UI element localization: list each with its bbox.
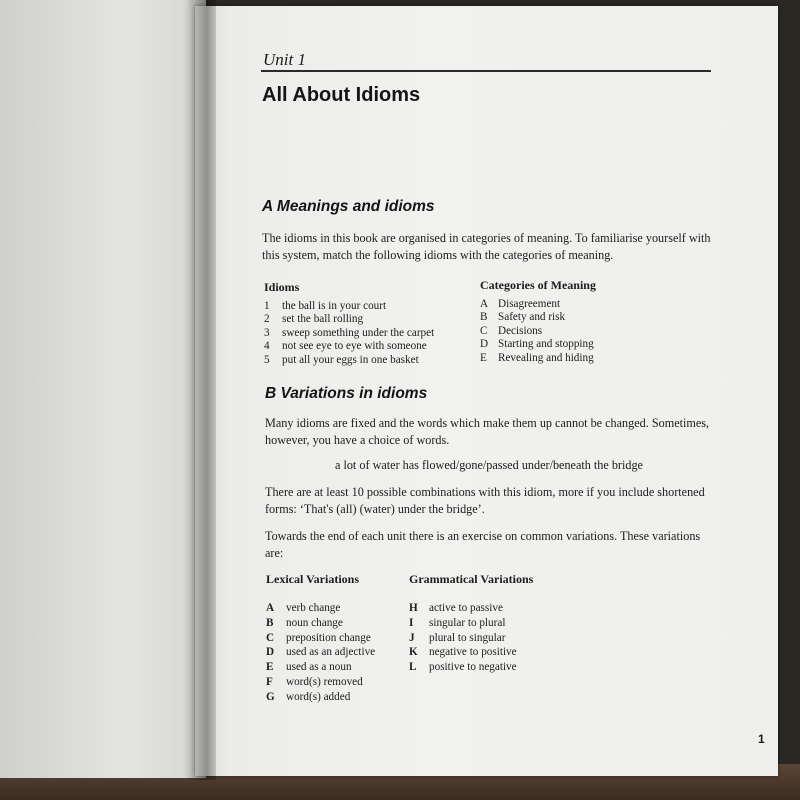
list-item: H active to passive <box>409 602 503 614</box>
list-item: F word(s) removed <box>266 675 363 688</box>
idioms-list <box>264 300 434 367</box>
book-page <box>195 6 778 776</box>
page-number: 1 <box>758 732 765 746</box>
list-item: E used as a noun <box>266 661 352 674</box>
categories-list <box>480 298 594 365</box>
unit-label: Unit 1 <box>263 50 306 69</box>
section-b-para3: Towards the end of each unit there is an exercise on common variations. These variations are: <box>265 529 701 560</box>
idioms-heading: Idioms <box>264 280 300 294</box>
example-idiom: a lot of water has flowed/gone/passed under/beneath the bridge <box>335 458 643 472</box>
list-item: L positive to negative <box>409 661 517 674</box>
list-item: 5 put all your eggs in one basket <box>264 353 419 366</box>
list-item: B Safety and risk <box>480 311 566 324</box>
list-item: D used as an adjective <box>266 646 376 659</box>
list-item: K negative to positive <box>409 646 517 659</box>
page-title: All About Idioms <box>262 84 421 106</box>
lexical-heading: Lexical Variations <box>266 572 360 586</box>
categories-heading: Categories of Meaning <box>480 278 596 292</box>
list-item: I singular to plural <box>409 616 506 629</box>
list-item: J plural to singular <box>409 631 506 644</box>
list-item: 3 sweep something under the carpet <box>264 326 435 339</box>
section-b-heading: B Variations in idioms <box>265 385 428 402</box>
list-item: D Starting and stopping <box>480 338 594 351</box>
left-page <box>0 0 206 778</box>
list-item: B noun change <box>266 616 343 629</box>
list-item: 4 not see eye to eye with someone <box>264 340 427 353</box>
section-a-intro: The idioms in this book are organised in categories of meaning. To familiarise yourself with this system, match the following idioms with the categories of meaning. <box>262 231 711 262</box>
lexical-list <box>266 601 375 705</box>
section-a-heading: A Meanings and idioms <box>262 198 435 215</box>
list-item: C preposition change <box>266 631 371 644</box>
section-b-para1: Many idioms are fixed and the words which make them up cannot be changed. Sometimes, however, you have a choice of words. <box>265 416 710 447</box>
grammatical-heading: Grammatical Variations <box>409 572 534 586</box>
list-item: 1 the ball is in your court <box>264 300 387 312</box>
list-item: C Decisions <box>480 324 543 337</box>
grammatical-list <box>409 601 517 675</box>
list-item: A Disagreement <box>480 298 561 310</box>
list-item: 2 set the ball rolling <box>264 313 364 326</box>
list-item: G word(s) added <box>266 690 351 703</box>
header-rule <box>261 70 711 72</box>
list-item: E Revealing and hiding <box>480 351 594 364</box>
book-gutter <box>186 0 216 780</box>
section-b-para2: There are at least 10 possible combinations with this idiom, more if you include shortened forms: ‘That's (all) (water) under the bridge’. <box>265 485 705 516</box>
list-item: A verb change <box>266 602 341 614</box>
